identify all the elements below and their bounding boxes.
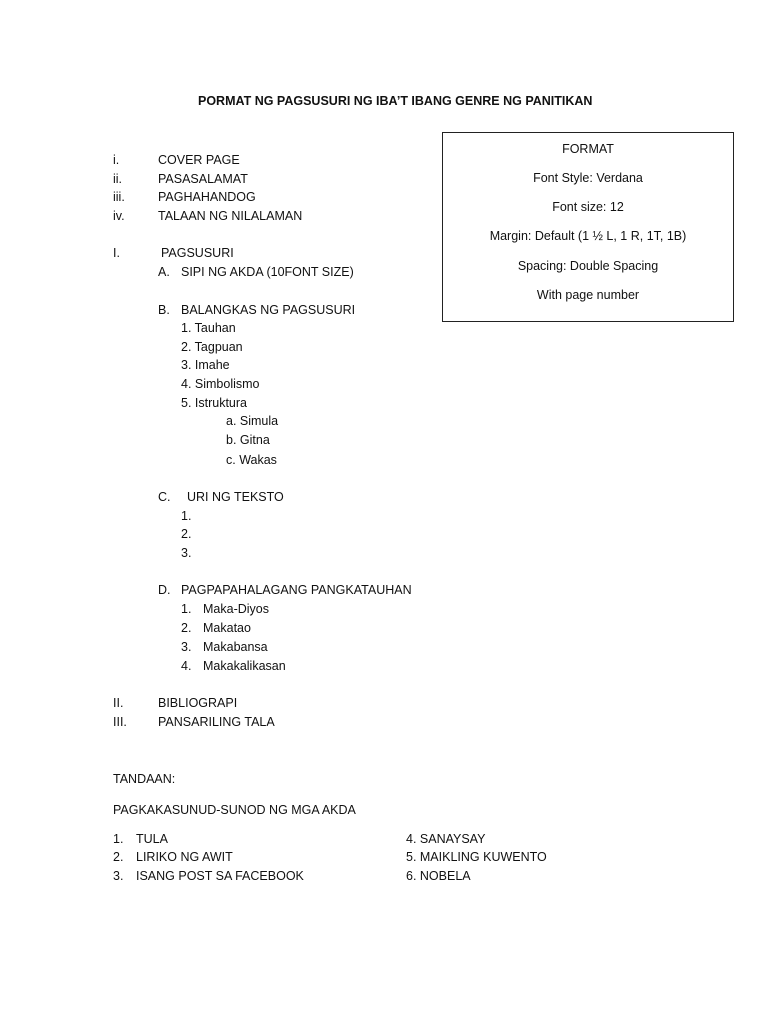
list-item: 4. SANAYSAY [406, 832, 486, 846]
list-item: Maka-Diyos [203, 602, 269, 616]
list-item: 3. Imahe [181, 358, 230, 372]
list-item-number: 2. [181, 621, 192, 635]
tandaan-label: TANDAAN: [113, 772, 176, 786]
format-line: Font Style: Verdana [533, 171, 643, 185]
list-item: ISANG POST SA FACEBOOK [136, 869, 304, 883]
tandaan-subheading: PAGKAKASUNUD-SUNOD NG MGA AKDA [113, 803, 356, 817]
list-item: 1. Tauhan [181, 321, 236, 335]
list-item: 2. [181, 527, 192, 541]
list-item: 5. Istruktura [181, 396, 247, 410]
format-box [442, 132, 734, 322]
subsection-marker: B. [158, 303, 170, 317]
format-line: Margin: Default (1 ½ L, 1 R, 1T, 1B) [489, 229, 687, 243]
front-matter-item: PAGHAHANDOG [158, 190, 256, 204]
section-marker: II. [113, 696, 124, 710]
front-matter-marker: ii. [113, 172, 123, 186]
list-item-number: 1. [113, 832, 124, 846]
section-marker: I. [113, 246, 120, 260]
subsection-marker: C. [158, 490, 171, 504]
list-item: 6. NOBELA [406, 869, 471, 883]
list-item: 3. [181, 546, 192, 560]
list-item-number: 3. [181, 640, 192, 654]
front-matter-marker: i. [113, 153, 120, 167]
document-title: PORMAT NG PAGSUSURI NG IBA’T IBANG GENRE NG PANITIKAN [198, 94, 593, 108]
format-line: With page number [536, 288, 640, 302]
list-item: TULA [136, 832, 168, 846]
sub-list-item: c. Wakas [226, 453, 277, 467]
list-item: 1. [181, 509, 192, 523]
list-item-number: 4. [181, 659, 192, 673]
subsection-heading: SIPI NG AKDA (10FONT SIZE) [181, 265, 354, 279]
subsection-marker: A. [158, 265, 170, 279]
subsection-heading: BALANGKAS NG PAGSUSURI [181, 303, 356, 317]
sub-list-item: a. Simula [226, 414, 279, 428]
list-item: Makakalikasan [203, 659, 286, 673]
front-matter-marker: iv. [113, 209, 125, 223]
sub-list-item: b. Gitna [226, 433, 270, 447]
subsection-heading: URI NG TEKSTO [187, 490, 284, 504]
list-item: Makabansa [203, 640, 268, 654]
front-matter-marker: iii. [113, 190, 125, 204]
subsection-heading: PAGPAPAHALAGANG PANGKATAUHAN [181, 583, 412, 597]
section-heading-bibliograpi: BIBLIOGRAPI [158, 696, 238, 710]
list-item: 2. Tagpuan [181, 340, 243, 354]
list-item-number: 1. [181, 602, 192, 616]
format-line: Spacing: Double Spacing [517, 259, 659, 273]
front-matter-item: COVER PAGE [158, 153, 240, 167]
format-line: Font size: 12 [552, 200, 624, 214]
list-item-number: 2. [113, 850, 124, 864]
list-item-number: 3. [113, 869, 124, 883]
list-item: Makatao [203, 621, 251, 635]
list-item: 5. MAIKLING KUWENTO [406, 850, 547, 864]
front-matter-item: PASASALAMAT [158, 172, 248, 186]
format-heading: FORMAT [562, 142, 614, 156]
subsection-marker: D. [158, 583, 171, 597]
section-marker: III. [113, 715, 127, 729]
front-matter-item: TALAAN NG NILALAMAN [158, 209, 303, 223]
section-heading-pansariling-tala: PANSARILING TALA [158, 715, 275, 729]
list-item: 4. Simbolismo [181, 377, 260, 391]
list-item: LIRIKO NG AWIT [136, 850, 233, 864]
section-heading: PAGSUSURI [161, 246, 234, 260]
